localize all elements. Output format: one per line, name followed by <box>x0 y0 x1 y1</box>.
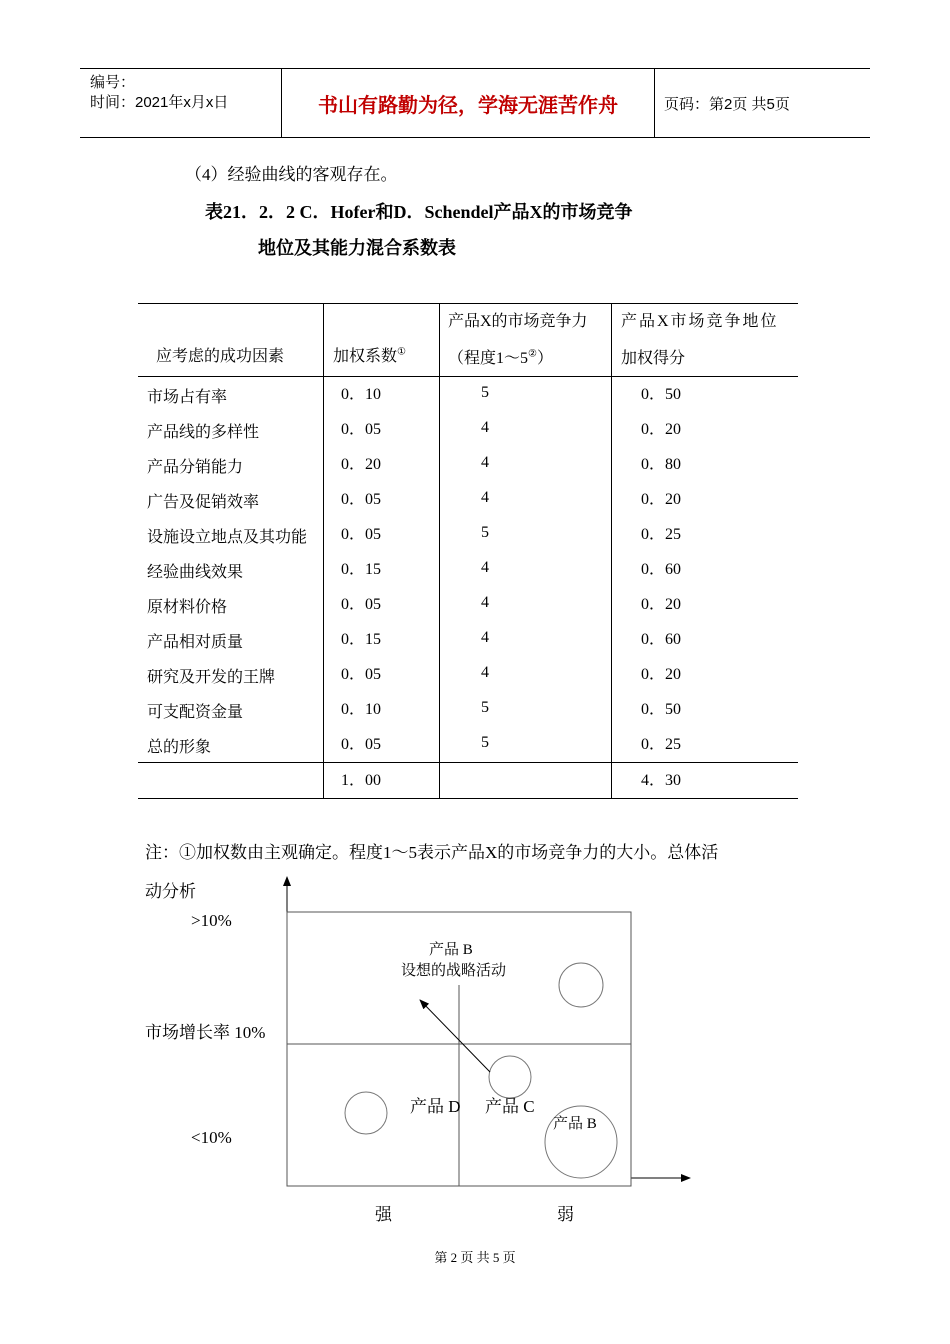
cell-factor: 产品相对质量 <box>147 634 244 651</box>
cell-level: 5 <box>481 384 489 401</box>
cell-weight: 0．05 <box>341 736 382 753</box>
product-d-label: 产品 D <box>410 1097 461 1116</box>
cell-factor: 经验曲线效果 <box>147 564 244 581</box>
cell-score: 0．20 <box>641 666 682 683</box>
y-label-mid: 市场增长率 10% <box>145 1023 266 1042</box>
cell-factor: 原材料价格 <box>147 599 228 616</box>
cell-level: 5 <box>481 734 489 751</box>
header-competitiveness-range: （程度1～5②） <box>448 348 553 367</box>
table-title-line1: 表21．2．2 C．Hofer和D．Schendel产品X的市场竞争 <box>205 202 633 222</box>
product-d-circle <box>345 1092 387 1134</box>
product-b-label: 产品 B <box>553 1116 597 1132</box>
cell-factor: 产品分销能力 <box>147 459 244 476</box>
cell-score: 0．50 <box>641 386 682 403</box>
total-score: 4．30 <box>641 772 682 789</box>
cell-level: 4 <box>481 559 489 576</box>
cell-factor: 设施设立地点及其功能 <box>147 529 308 546</box>
cell-level: 4 <box>481 594 489 611</box>
cell-weight: 0．10 <box>341 701 382 718</box>
cell-weight: 0．05 <box>341 421 382 438</box>
cell-score: 0．20 <box>641 421 682 438</box>
table-title-line2: 地位及其能力混合系数表 <box>258 238 456 258</box>
header-score: 产品X市场竞争地位 <box>621 313 779 330</box>
cell-level: 5 <box>481 699 489 716</box>
arrow-label-product: 产品 B <box>429 942 473 958</box>
header-motto: 书山有路勤为径，学海无涯苦作舟 <box>318 92 618 117</box>
note-line2: 动分析 <box>145 882 196 901</box>
header-time: 时间：2021年x月x日 <box>90 94 229 111</box>
cell-weight: 0．05 <box>341 666 382 683</box>
cell-weight: 0．05 <box>341 526 382 543</box>
cell-score: 0．25 <box>641 526 682 543</box>
cell-weight: 0．10 <box>341 386 382 403</box>
y-label-high: >10% <box>191 911 232 930</box>
cell-factor: 市场占有率 <box>147 389 228 406</box>
total-weight: 1．00 <box>341 772 382 789</box>
cell-factor: 产品线的多样性 <box>147 424 260 441</box>
arrow-label-strategy: 设想的战略活动 <box>401 963 507 979</box>
cell-level: 4 <box>481 629 489 646</box>
header-weight: 加权系数① <box>333 346 406 365</box>
cell-factor: 总的形象 <box>147 739 212 756</box>
y-label-low: <10% <box>191 1128 232 1147</box>
cell-level: 5 <box>481 524 489 541</box>
strategy-arrow <box>420 1000 490 1072</box>
product-circle-top-right <box>559 963 603 1007</box>
cell-level: 4 <box>481 454 489 471</box>
page-footer: 第 2 页 共 5 页 <box>434 1250 516 1265</box>
cell-weight: 0．15 <box>341 561 382 578</box>
header-competitiveness: 产品X的市场竞争力 <box>448 313 588 330</box>
cell-level: 4 <box>481 664 489 681</box>
header-page-info: 页码：第2页 共5页 <box>664 95 790 113</box>
cell-level: 4 <box>481 419 489 436</box>
cell-weight: 0．05 <box>341 596 382 613</box>
x-label-weak: 弱 <box>557 1205 574 1224</box>
cell-weight: 0．20 <box>341 456 382 473</box>
cell-factor: 可支配资金量 <box>147 704 244 721</box>
header-score-sub: 加权得分 <box>621 350 686 367</box>
x-label-strong: 强 <box>375 1205 392 1224</box>
cell-weight: 0．15 <box>341 631 382 648</box>
cell-factor: 广告及促销效率 <box>147 494 260 511</box>
section-item: （4）经验曲线的客观存在。 <box>185 165 398 184</box>
header-number: 编号： <box>90 74 136 91</box>
cell-score: 0．25 <box>641 736 682 753</box>
note-line1: 注：①加权数由主观确定。程度1～5表示产品X的市场竞争力的大小。总体活 <box>145 843 719 862</box>
cell-level: 4 <box>481 489 489 506</box>
cell-score: 0．80 <box>641 456 682 473</box>
cell-score: 0．20 <box>641 491 682 508</box>
cell-score: 0．60 <box>641 561 682 578</box>
cell-weight: 0．05 <box>341 491 382 508</box>
cell-factor: 研究及开发的王牌 <box>147 669 276 686</box>
cell-score: 0．50 <box>641 701 682 718</box>
product-c-label: 产品 C <box>485 1097 535 1116</box>
cell-score: 0．60 <box>641 631 682 648</box>
header-factor: 应考虑的成功因素 <box>156 348 285 365</box>
cell-score: 0．20 <box>641 596 682 613</box>
